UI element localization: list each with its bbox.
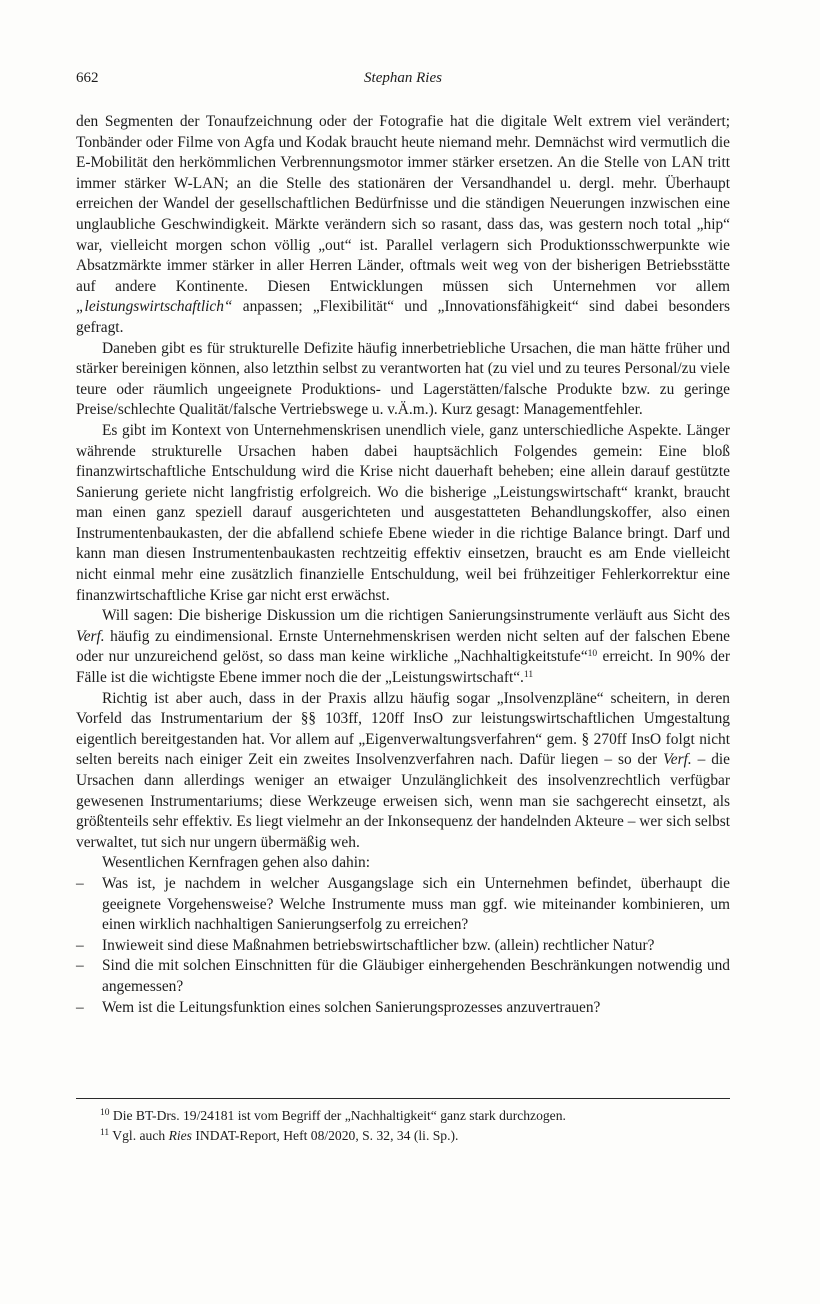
italic-author: Ries [168,1128,192,1143]
list-item-text: Sind die mit solchen Einschnitten für die Gläubiger einhergehenden Beschränkungen notwendig und angemessen? [102,957,730,995]
running-head-author: Stephan Ries [364,70,442,86]
italic-term: „leistungswirtschaftlich“ [76,298,233,316]
dash-bullet: – [76,936,84,954]
paragraph-1-text: den Segmenten der Tonaufzeichnung oder der Fotografie hat die digitale Welt extrem viel verändert; Tonbänder oder Filme von Agfa und Kodak braucht heute niemand mehr. Demnächst wird vermutlich die E-Mobilität den herkömmlichen Verbrennungsmotor immer stärker ersetzen. An die Stelle von LAN tritt immer stärker W-LAN; an die Stelle des stationären der Versandhandel u. dergl. mehr. Überhaupt erreichen der Wandel der gesellschaftlichen Bedürfnisse und die ständigen Neuerungen inzwischen eine unglaubliche Geschwindigkeit. Märkte verändern sich so rasant, dass das, was gestern noch total „hip“ war, vielleicht morgen schon völlig „out“ ist. Parallel verlagern sich Produktionsschwerpunkte wie Absatzmärkte immer stärker in aller Herren Länder, oftmals weit weg von der bisherigen Betriebsstätte auf andere Kontinente. Diesen Entwicklungen müssen sich Unternehmen vor allem [76,113,730,295]
list-item-text: Wem ist die Leitungsfunktion eines solchen Sanierungsprozesses anzuvertrauen? [102,998,601,1016]
list-item [76,956,730,997]
paragraph-1-text-end: anpassen; „Flexibilität“ und „Innovationsfähigkeit“ sind dabei besonders gefragt. [76,298,730,336]
footnote-separator [76,1098,730,1099]
footnote-number: 11 [100,1128,110,1138]
paragraph-2: Daneben gibt es für strukturelle Defizite häufig innerbetriebliche Ursachen, die man hätte früher und stärker bereinigen können, also letzthin selbst zu verantworten hat (zu viel und zu teures Personal/zu viele teure oder räumlich ungeeignete Produktions- und Lagerstätten/falsche Produkte bzw. zu geringe Preise/schlechte Qualität/falsche Vertriebswege u. v.Ä.m.). Kurz gesagt: Managementfehler. [76,339,730,419]
paragraph-5-text-end: – die Ursachen dann allerdings weniger an etwaiger Unzulänglichkeit des insolvenzrechtlich verfügbar gewesenen Instrumentariums; diese Werkzeuge erweisen sich, wenn man sie sachgerecht einsetzt, als größtenteils sehr effektiv. Es liegt vielmehr an der Inkonsequenz der handelnden Akteure – wer sich selbst verwaltet, tut sich nur ungern übermäßig weh. [76,751,730,851]
dash-bullet: – [76,874,84,892]
list-item [76,998,730,1019]
italic-verf: Verf. [76,627,105,645]
list-item-text: Inwieweit sind diese Maßnahmen betriebswirtschaftlicher bzw. (allein) rechtlicher Natur? [102,936,655,954]
paragraph-4 [76,606,730,688]
paragraph-5 [76,689,730,854]
footnote-ref-11[interactable]: 11 [523,670,534,681]
dash-bullet: – [76,998,84,1016]
paragraph-6: Wesentlichen Kernfragen gehen also dahin: [102,854,370,872]
footnote-ref-10[interactable]: 10 [587,649,598,660]
paragraph-3: Es gibt im Kontext von Unternehmenskrisen unendlich viele, ganz unterschiedliche Aspekte. Länger währende strukturelle Ursachen haben dabei hauptsächlich Folgendes gemein: Eine bloß finanzwirtschaftliche Entschuldung wird die Krise nicht dauerhaft beheben; eine allein darauf gestützte Sanierung geriete nicht langfristig erfolgreich. Wo die bisherige „Leistungswirtschaft“ krankt, braucht man einen ganz speziell darauf ausgerichteten und ausgestatteten Behandlungskoffer, also einen Instrumentenbaukasten, der die abfallend schiefe Ebene wieder in die richtige Balance bringt. Darf und kann man diesen Instrumentenbaukasten rechtzeitig effektiv einsetzen, braucht es am Ende vielleicht nicht einmal mehr eine zusätzlich finanzielle Entschuldung, weil bei frühzeitiger Fehlerkorrektur eine finanzwirtschaftliche Krise gar nicht erst erwächst. [76,421,730,604]
page-number: 662 [76,70,99,86]
footnote-text: Vgl. auch [109,1128,169,1143]
paragraph-4-text-end: erreicht. In 90% der Fälle ist die wichtigste Ebene immer noch die der „Leistungswirtschaft“. [76,648,730,687]
paragraph-5-text: Richtig ist aber auch, dass in der Praxis allzu häufig sogar „Insolvenzpläne“ scheitern, in deren Vorfeld das Instrumentarium der §§ 103ff, 120ff InsO zur leistungswirtschaftlichen Umgestaltung eigentlich bereitgestanden hat. Vor allem auf „Eigenverwaltungsverfahren“ gem. § 270ff InsO folgt nicht selten bereits nach einiger Zeit ein zweites Insolvenzverfahren nach. Dafür liegen – so der [76,689,730,769]
paragraph-4-text-mid: häufig zu eindimensional. Ernste Unternehmenskrisen werden nicht selten auf der falschen Ebene oder nur unzureichend gelöst, so dass man keine wirkliche „Nachhaltigkeitstufe“ [76,627,730,666]
paragraph-1 [76,112,730,339]
footnote-10 [76,1106,730,1126]
paragraph-4-text: Will sagen: Die bisherige Diskussion um die richtigen Sanierungsinstrumente verläuft aus Sicht des [102,607,730,625]
list-item [76,936,730,957]
footnote-text-end: INDAT-Report, Heft 08/2020, S. 32, 34 (li. Sp.). [191,1128,459,1143]
page-header [76,70,730,92]
footnote-number: 10 [100,1108,110,1118]
question-list [76,874,730,1018]
body-text [76,112,730,1018]
dash-bullet: – [76,957,84,975]
list-item-text: Was ist, je nachdem in welcher Ausgangslage sich ein Unternehmen befindet, überhaupt die geeignete Vorgehensweise? Welche Instrumente muss man ggf. wie miteinander kombinieren, um einen wirklich nachhaltigen Sanierungserfolg zu erreichen? [102,874,730,934]
italic-verf: Verf. [663,751,692,769]
footnotes [76,1106,730,1146]
footnote-11 [76,1126,730,1146]
list-item [76,874,730,936]
footnote-text: Die BT-Drs. 19/24181 ist vom Begriff der „Nachhaltigkeit“ ganz stark durchzogen. [109,1108,566,1123]
